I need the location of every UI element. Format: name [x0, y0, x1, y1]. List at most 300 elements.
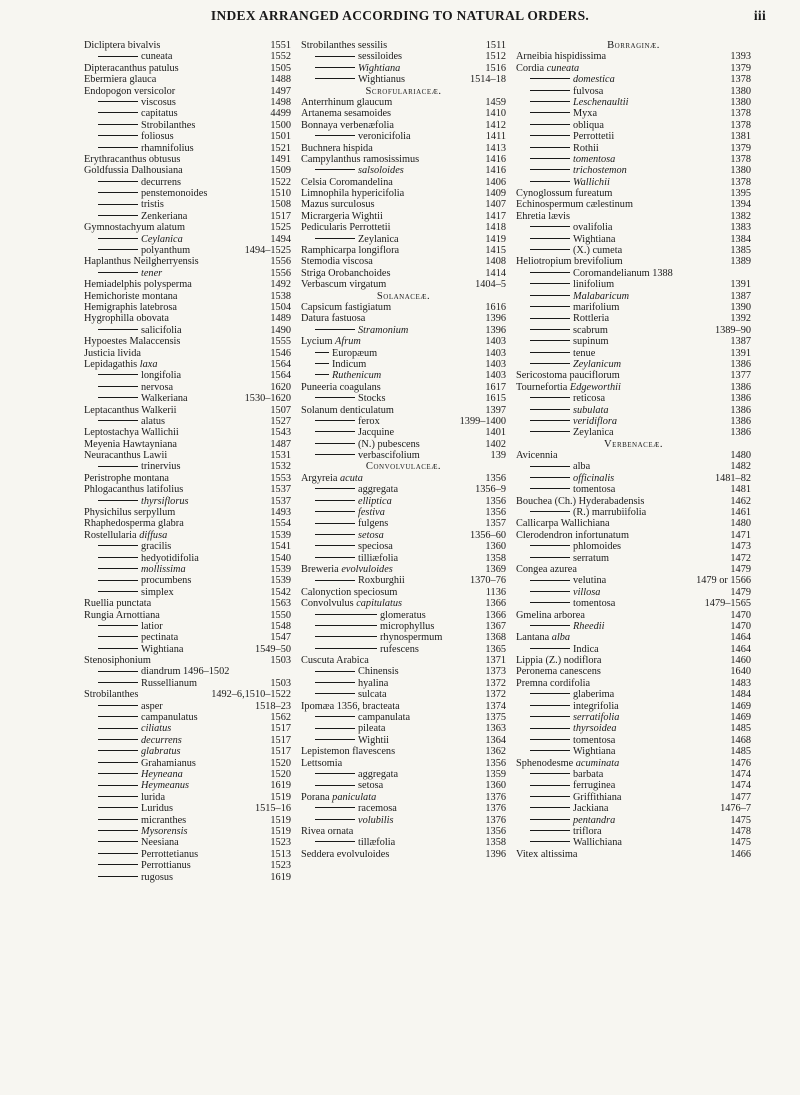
index-subentry [301, 484, 506, 495]
ditto-dash [98, 636, 138, 637]
entry-name: Myxa [573, 108, 598, 120]
entry-page-number: 1379 [730, 142, 751, 154]
ditto-dash [98, 739, 138, 740]
entry-name: hedyotidifolia [141, 552, 199, 564]
entry-name: Striga Orobanchoides [301, 267, 391, 279]
entry-page-number: 1417 [485, 210, 506, 222]
ditto-dash [98, 716, 138, 717]
ditto-dash [530, 272, 570, 273]
entry-page-number: 1518–23 [254, 700, 291, 712]
entry-name: Buchnera hispida [301, 142, 373, 154]
entry-name: Neuracanthus Lawii [84, 450, 168, 462]
entry-page-number: 1521 [270, 142, 291, 154]
index-subentry [516, 621, 751, 632]
index-subentry [516, 131, 751, 142]
index-entry [301, 313, 506, 324]
entry-page-number: 1360 [485, 541, 506, 553]
index-subentry [84, 815, 291, 826]
index-subentry [84, 131, 291, 142]
index-subentry [516, 120, 751, 131]
entry-name: Leptacanthus Walkerii [84, 404, 177, 416]
index-entry [84, 222, 291, 233]
ditto-dash [98, 397, 138, 398]
entry-name: Leptostachya Wallichii [84, 427, 179, 439]
index-subentry [84, 97, 291, 108]
entry-page-number: 1484 [730, 689, 751, 701]
entry-name: glabratus [141, 746, 181, 758]
ditto-dash [530, 147, 570, 148]
index-subentry [301, 803, 506, 814]
entry-page-number: 1386 [730, 381, 751, 393]
entry-name: barbata [573, 769, 604, 780]
index-subentry [516, 234, 751, 245]
index-subentry [301, 530, 506, 541]
ditto-dash [530, 340, 570, 341]
ditto-dash [98, 853, 138, 854]
ditto-dash [315, 545, 355, 546]
entry-page-number: 1378 [730, 119, 751, 131]
entry-page-number: 1366 [485, 609, 506, 621]
ditto-dash [530, 477, 570, 478]
index-subentry [301, 427, 506, 438]
index-entry [301, 564, 506, 575]
index-subentry [516, 405, 751, 416]
entry-name: Stenosiphonium [84, 655, 151, 667]
entry-name: Erythracanthus obtusus [84, 153, 181, 165]
ditto-dash [98, 785, 138, 786]
entry-name: cuneata [141, 51, 173, 63]
index-subentry [84, 177, 291, 188]
entry-name: longifolia [141, 370, 182, 382]
ditto-dash [530, 306, 570, 307]
index-subentry [516, 177, 751, 188]
entry-page-number: 1555 [270, 336, 291, 348]
entry-name: Strobilanthes sessilis [301, 40, 388, 51]
entry-page-number: 1379 [730, 62, 751, 74]
entry-name: Pedicularis Perrottetii [301, 222, 391, 234]
entry-name: thyrsoidea [573, 723, 617, 735]
entry-page-number: 1459 [485, 96, 506, 108]
entry-page-number: 1554 [270, 518, 291, 530]
index-subentry [516, 313, 751, 324]
index-subentry [516, 689, 751, 700]
entry-name: Ruthenicum [332, 370, 382, 382]
index-subentry [84, 837, 291, 848]
entry-page-number: 1461 [730, 507, 751, 519]
entry-name: Stocks [358, 393, 386, 405]
index-subentry [516, 416, 751, 427]
ditto-dash [98, 135, 138, 136]
entry-page-number: 1386 [730, 415, 751, 427]
entry-name: diandrum 1496–1502 [141, 666, 230, 678]
index-entry [516, 632, 751, 643]
entry-page-number: 1468 [730, 734, 751, 746]
entry-name: Solanum denticulatum [301, 404, 394, 416]
entry-page-number: 1527 [270, 415, 291, 427]
entry-page-number: 1516 [485, 62, 506, 74]
entry-name: Hemigraphis latebrosa [84, 301, 177, 313]
entry-name: Ceylanica [141, 233, 183, 245]
entry-name: rufescens [380, 643, 419, 655]
ditto-dash [315, 78, 355, 79]
entry-page-number: 1512 [485, 51, 506, 63]
entry-page-number: 1392 [730, 313, 751, 325]
ditto-dash [98, 682, 138, 683]
ditto-dash [530, 283, 570, 284]
index-entry [84, 291, 291, 302]
index-entry [84, 655, 291, 666]
entry-page-number: 1539 [270, 529, 291, 541]
entry-name: glaberima [573, 689, 615, 701]
entry-name: tristis [141, 199, 164, 211]
index-entry [301, 188, 506, 199]
entry-page-number: 1503 [270, 655, 291, 667]
entry-page-number: 1373 [485, 666, 506, 678]
entry-page-number: 1387 [730, 336, 751, 348]
index-subentry [301, 644, 506, 655]
index-entry [301, 473, 506, 484]
index-entry [301, 598, 506, 609]
ditto-dash [530, 750, 570, 751]
ditto-dash [98, 101, 138, 102]
entry-name: Datura fastuosa [301, 313, 366, 325]
entry-name: Russellianum [141, 677, 198, 689]
entry-name: veridiflora [573, 415, 618, 427]
index-subentry [516, 712, 751, 723]
entry-name: officinalis [573, 472, 615, 484]
entry-name: Wightiana [141, 643, 184, 655]
entry-name: Jackiana [573, 803, 609, 815]
entry-name: Argyreia [301, 472, 338, 484]
entry-name: supinum [573, 336, 609, 348]
index-subentry [516, 325, 751, 336]
index-subentry [516, 74, 751, 85]
entry-name: ferox [358, 415, 380, 427]
entry-page-number: 1136 [485, 586, 506, 598]
index-entry [301, 405, 506, 416]
index-entry [301, 302, 506, 313]
ditto-dash [315, 443, 355, 444]
entry-page-number: 1493 [270, 507, 291, 519]
index-subentry [516, 815, 751, 826]
entry-page-number: 1375 [485, 712, 506, 724]
entry-name: Justicia livida [84, 347, 141, 359]
entry-name: tilliæfolia [358, 552, 399, 564]
ditto-dash [315, 374, 329, 375]
ditto-dash [530, 124, 570, 125]
entry-name: fulgens [358, 518, 389, 530]
ditto-dash [315, 671, 355, 672]
index-subentry [84, 666, 291, 677]
entry-name: Hygrophilla obovata [84, 313, 169, 325]
entry-page-number: 1548 [270, 620, 291, 632]
index-subentry [301, 678, 506, 689]
entry-page-number: 1514–18 [469, 74, 506, 86]
entry-page-number: 1550 [270, 609, 291, 621]
entry-page-number: 1390 [730, 301, 751, 313]
entry-page-number: 1483 [730, 677, 751, 689]
index-subentry [84, 678, 291, 689]
index-entry [84, 518, 291, 529]
ditto-dash [315, 614, 377, 615]
entry-name: Breweria [301, 563, 339, 575]
entry-name: integrifolia [573, 700, 619, 712]
index-subentry [516, 108, 751, 119]
entry-name: tenue [573, 347, 596, 359]
index-entry [84, 336, 291, 347]
ditto-dash [530, 169, 570, 170]
entry-page-number: 1386 [730, 404, 751, 416]
entry-page-number: 1546 [270, 347, 291, 359]
entry-page-number: 1480 [730, 450, 751, 462]
ditto-dash [315, 648, 377, 649]
entry-page-number: 1473 [730, 541, 751, 553]
entry-page-number: 1356 [485, 507, 506, 519]
ditto-dash [98, 568, 138, 569]
entry-name: viscosus [141, 96, 176, 108]
entry-page-number: 1377 [730, 370, 751, 382]
ditto-dash [315, 580, 355, 581]
index-subentry [516, 359, 751, 370]
entry-page-number: 1359 [485, 769, 506, 780]
entry-page-number: 1501 [270, 131, 291, 143]
index-entry [516, 758, 751, 769]
index-subentry [84, 416, 291, 427]
ditto-dash [315, 716, 355, 717]
ditto-dash [530, 101, 570, 102]
entry-name: Heymeanus [141, 780, 190, 792]
index-entry [84, 689, 291, 700]
entry-page-number: 1538 [270, 290, 291, 302]
entry-name: decurrens [141, 176, 182, 188]
index-subentry [516, 587, 751, 598]
index-entry [84, 450, 291, 461]
index-entry [301, 40, 506, 51]
entry-page-number: 1386 [730, 427, 751, 439]
entry-name: Mysorensis [141, 825, 188, 837]
index-subentry [84, 712, 291, 723]
ditto-dash [315, 557, 355, 558]
entry-page-number: 1482 [730, 461, 751, 473]
index-subentry [516, 393, 751, 404]
entry-page-number: 1562 [270, 712, 291, 724]
entry-page-number: 1395 [730, 188, 751, 200]
index-entry [301, 222, 506, 233]
entry-page-number: 1475 [730, 837, 751, 849]
ditto-dash [98, 728, 138, 729]
index-subentry [301, 348, 506, 359]
index-subentry [516, 348, 751, 359]
entry-page-number: 1393 [730, 51, 751, 63]
entry-page-number: 1472 [730, 552, 751, 564]
index-subentry [84, 496, 291, 507]
section-heading: Borraginæ. [607, 40, 660, 51]
entry-page-number: 1378 [730, 108, 751, 120]
ditto-dash [530, 488, 570, 489]
entry-page-number: 1460 [730, 655, 751, 667]
index-subentry [84, 758, 291, 769]
entry-name: reticosa [573, 393, 606, 405]
entry-name: Rungia Arnottiana [84, 609, 160, 621]
entry-name: Lycium [301, 336, 333, 348]
index-entry [84, 154, 291, 165]
entry-page-number: 1464 [730, 632, 751, 644]
index-entry [84, 302, 291, 313]
section-heading: Convolvulaceæ. [365, 461, 442, 473]
index-entry [84, 348, 291, 359]
entry-name: Verbascum virgatum [301, 279, 387, 291]
index-subentry [84, 120, 291, 131]
ditto-dash [530, 716, 570, 717]
entry-name: tillæfolia [358, 837, 396, 849]
entry-page-number: 1419 [485, 233, 506, 245]
entry-page-number: 1504 [270, 301, 291, 313]
entry-name: Jacquine [358, 427, 395, 439]
index-subentry [301, 541, 506, 552]
index-column-2 [301, 40, 506, 860]
ditto-dash [315, 682, 355, 683]
entry-name: Rhaphedosperma glabra [84, 518, 184, 530]
entry-page-number: 1411 [485, 131, 506, 143]
index-subentry [84, 325, 291, 336]
entry-epithet: Afrum [335, 336, 361, 348]
index-subentry [84, 461, 291, 472]
ditto-dash [98, 750, 138, 751]
index-subentry [301, 74, 506, 85]
ditto-dash [530, 78, 570, 79]
entry-name: Mazus surculosus [301, 199, 375, 211]
index-subentry [516, 723, 751, 734]
entry-page-number: 1494–1525 [244, 245, 291, 257]
ditto-dash [98, 876, 138, 877]
index-subentry [301, 439, 506, 450]
entry-page-number: 1386 [730, 393, 751, 405]
entry-page-number: 1470 [730, 620, 751, 632]
entry-name: Neesiana [141, 837, 179, 849]
entry-page-number: 1378 [730, 176, 751, 188]
index-subentry [84, 769, 291, 780]
ditto-dash [315, 523, 355, 524]
ditto-dash [530, 557, 570, 558]
entry-name: Bonnaya verbenæfolia [301, 119, 394, 131]
entry-page-number: 1408 [485, 256, 506, 268]
entry-name: Indica [573, 643, 599, 655]
index-subentry [301, 815, 506, 826]
ditto-dash [530, 249, 570, 250]
index-subentry [84, 701, 291, 712]
index-entry [516, 518, 751, 529]
index-entry [516, 610, 751, 621]
index-entry [516, 450, 751, 461]
entry-epithet: acuta [339, 472, 363, 484]
ditto-dash [98, 420, 138, 421]
entry-name: Zenkeriana [141, 210, 188, 222]
entry-page-number: 1416 [485, 153, 506, 165]
index-column-1 [84, 40, 291, 883]
entry-name: procumbens [141, 575, 192, 587]
index-subentry [84, 211, 291, 222]
entry-name: veronicifolia [358, 131, 411, 143]
entry-page-number: 1492–6,1510–1522 [211, 689, 291, 701]
entry-page-number: 1396 [485, 313, 506, 325]
index-subentry [301, 735, 506, 746]
entry-name: Gmelina arborea [516, 609, 585, 621]
index-subentry [84, 382, 291, 393]
entry-name: Coromandelianum 1388 [573, 267, 673, 279]
entry-page-number: 1356 [485, 472, 506, 484]
entry-name: Stemodia viscosa [301, 256, 373, 268]
index-entry [301, 279, 506, 290]
entry-page-number: 1412 [485, 119, 506, 131]
entry-name: Leschenaultii [573, 96, 629, 108]
index-entry [516, 678, 751, 689]
ditto-dash [530, 135, 570, 136]
index-entry [516, 496, 751, 507]
entry-page-number: 1487 [270, 438, 291, 450]
entry-name: Europæum [332, 347, 378, 359]
entry-name: festiva [358, 507, 385, 519]
index-subentry [516, 769, 751, 780]
entry-page-number: 1619 [270, 871, 291, 883]
entry-page-number: 1418 [485, 222, 506, 234]
entry-name: foliosus [141, 131, 174, 143]
entry-page-number: 1413 [485, 142, 506, 154]
entry-name: Bouchea (Ch.) Hyderabadensis [516, 495, 645, 507]
entry-name: Artanema sesamoides [301, 108, 392, 120]
entry-page-number: 1477 [730, 791, 751, 803]
entry-page-number: 1556 [270, 267, 291, 279]
ditto-dash [98, 807, 138, 808]
entry-name: Wightianus [358, 74, 406, 86]
entry-page-number: 1402 [485, 438, 506, 450]
entry-name: Indicum [332, 358, 367, 370]
entry-page-number: 1396 [485, 848, 506, 860]
ditto-dash [98, 773, 138, 774]
index-entry [84, 405, 291, 416]
index-subentry [301, 689, 506, 700]
entry-page-number: 1551 [270, 40, 291, 51]
entry-page-number: 1539 [270, 575, 291, 587]
index-subentry [516, 541, 751, 552]
entry-page-number: 1380 [730, 165, 751, 177]
section-heading: Scrofulariaceæ. [365, 85, 442, 97]
ditto-dash [530, 591, 570, 592]
entry-page-number: 1415 [485, 245, 506, 257]
entry-page-number: 1510 [270, 188, 291, 200]
ditto-dash [315, 397, 355, 398]
entry-name: rugosus [141, 871, 174, 883]
entry-name: Haplanthus Neilgherryensis [84, 256, 199, 268]
index-subentry [516, 746, 751, 757]
index-entry [516, 51, 751, 62]
entry-name: Rottleria [573, 313, 610, 325]
index-entry [84, 359, 291, 370]
ditto-dash [98, 192, 138, 193]
entry-page-number: 1519 [270, 814, 291, 826]
entry-page-number: 1383 [730, 222, 751, 234]
entry-name: Wightiana [358, 62, 401, 74]
entry-page-number: 1540 [270, 552, 291, 564]
ditto-dash [315, 238, 355, 239]
entry-page-number: 1403 [485, 347, 506, 359]
index-subentry [301, 51, 506, 62]
ditto-dash [530, 819, 570, 820]
index-subentry [516, 143, 751, 154]
ditto-dash [98, 147, 138, 148]
entry-name: thyrsiflorus [141, 495, 189, 507]
index-subentry [84, 393, 291, 404]
ditto-dash [315, 329, 355, 330]
